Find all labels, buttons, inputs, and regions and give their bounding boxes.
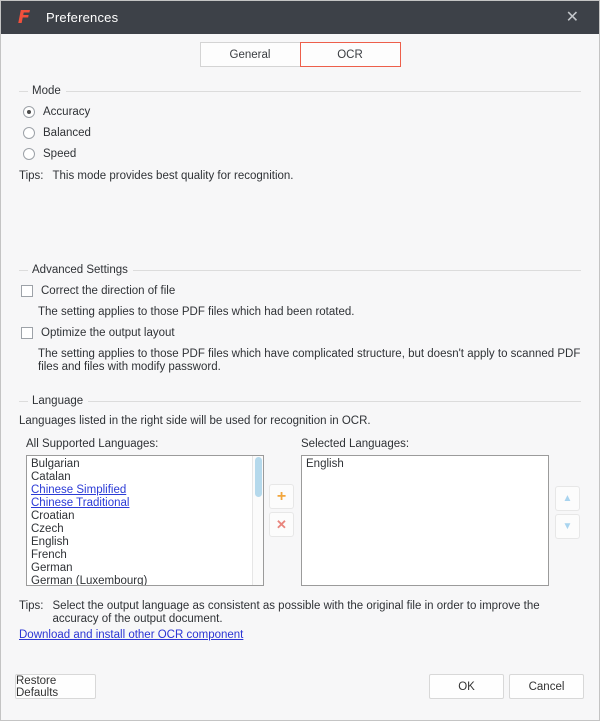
tab-bar [1,42,599,67]
advanced-options [21,284,590,381]
language-heading-label: Language [32,395,84,407]
checkbox-option-optimize-the-output-layout[interactable] [21,326,590,340]
restore-defaults-button[interactable]: Restore Defaults [15,674,96,699]
list-item[interactable]: Chinese Simplified [31,484,127,496]
mode-heading-label: Mode [32,85,61,97]
checkbox-optimize-the-output-layout[interactable] [21,327,33,339]
language-intro-text: Languages listed in the right side will be used for recognition in OCR. [19,415,371,427]
selected-languages-label: Selected Languages: [301,438,410,450]
divider [19,270,28,271]
radio-speed[interactable] [23,148,35,160]
radio-label: Balanced [43,127,91,139]
scrollbar[interactable] [252,456,263,585]
tab-general[interactable]: General [200,42,301,67]
checkbox-label: Optimize the output layout [41,327,175,339]
checkbox-label: Correct the direction of file [41,285,176,297]
title-bar [1,1,599,34]
mode-tips [19,170,293,183]
radio-option-accuracy[interactable] [23,105,91,119]
tips-label: Tips: [19,600,44,612]
radio-accuracy-selected[interactable] [23,106,35,118]
divider [66,91,581,92]
checkbox-description: The setting applies to those PDF files which had been rotated. [38,306,355,318]
checkbox-correct-the-direction-of-file[interactable] [21,285,33,297]
radio-label: Accuracy [43,106,91,118]
selected-languages-listbox[interactable] [301,455,549,586]
list-item[interactable]: Catalan [31,471,71,483]
window-title: Preferences [46,10,119,25]
cancel-button[interactable]: Cancel [509,674,584,699]
list-item[interactable]: Chinese Traditional [31,497,130,509]
checkbox-option-correct-the-direction-of-file[interactable] [21,284,590,298]
list-item[interactable]: English [31,536,69,548]
mode-tips-text: This mode provides best quality for recognition. [52,170,294,182]
radio-balanced[interactable] [23,127,35,139]
checkbox-description: The setting applies to those PDF files which have complicated structure, but doesn't apply to scanned PDF files and files with modify password. [38,348,581,373]
list-item[interactable]: Croatian [31,510,75,522]
list-item[interactable]: Bulgarian [31,458,80,470]
language-section-heading [19,394,581,408]
close-icon[interactable]: ✕ [565,8,579,26]
all-languages-label: All Supported Languages: [26,438,159,450]
mode-options [23,105,91,161]
list-item[interactable]: Czech [31,523,64,535]
list-item[interactable]: French [31,549,67,561]
radio-option-speed[interactable] [23,147,91,161]
radio-label: Speed [43,148,77,160]
mode-section-heading [19,84,581,98]
advanced-heading-label: Advanced Settings [32,264,128,276]
remove-language-button[interactable]: ✕ [269,512,294,537]
list-item[interactable]: English [306,458,344,470]
tab-ocr[interactable]: OCR [300,42,401,67]
divider [19,401,28,402]
divider [19,91,28,92]
add-language-button[interactable]: + [269,484,294,509]
language-tips-text: Select the output language as consistent as possible with the original file in order to improve the accuracy of the output document. [52,600,540,625]
language-tips [19,600,575,626]
scrollbar-thumb[interactable] [255,457,262,497]
divider [133,270,581,271]
radio-option-balanced[interactable] [23,126,91,140]
move-up-button[interactable]: ▲ [555,486,580,511]
move-down-button[interactable]: ▼ [555,514,580,539]
list-item[interactable]: German [31,562,73,574]
all-languages-listbox[interactable] [26,455,264,586]
divider [88,401,581,402]
tips-label: Tips: [19,170,44,182]
list-item[interactable]: German (Luxembourg) [31,575,148,586]
foxit-logo-icon: F [17,7,31,28]
ok-button[interactable]: OK [429,674,504,699]
advanced-section-heading [19,263,581,277]
download-ocr-component-link[interactable]: Download and install other OCR component [19,629,244,641]
